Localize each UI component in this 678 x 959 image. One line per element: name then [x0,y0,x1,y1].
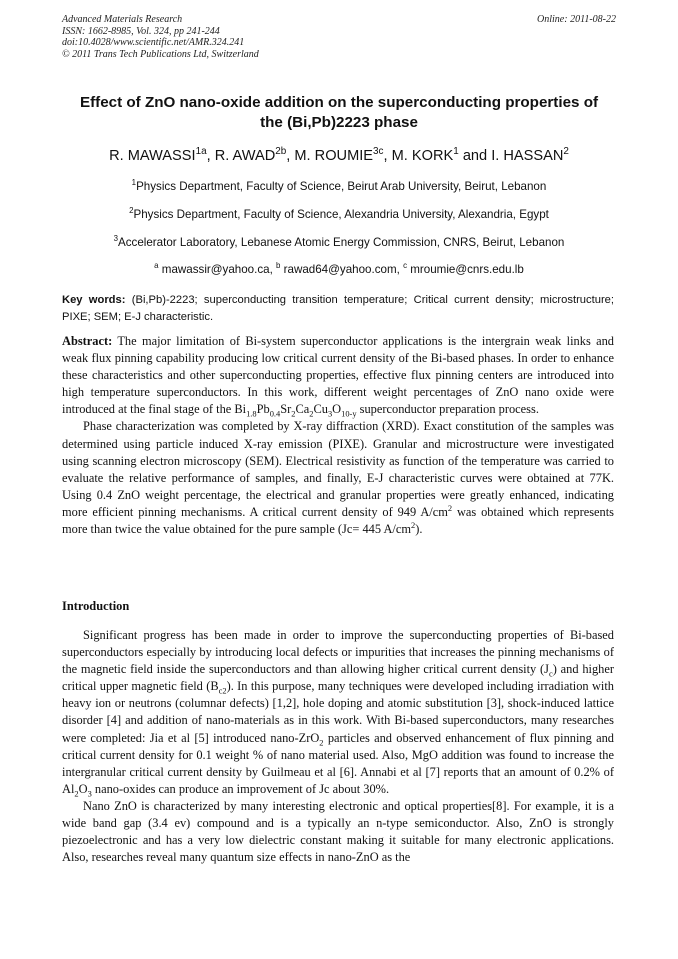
journal-name: Advanced Materials Research [62,14,183,25]
author-name: R. AWAD [214,148,276,164]
email-separator: , [269,263,277,276]
keywords-text: (Bi,Pb)-2223; superconducting transition temperature; Critical current density; microstructure; PIXE; SEM; E-J characteristic. [62,294,615,323]
author-list [40,146,638,166]
keywords [62,292,614,325]
intro-paragraph-2: Nano ZnO is characterized by many interesting electronic and optical properties[8]. For example, it is a wide band gap (3.4 ev) compound and is a typically an n-type semiconductor. Also, ZnO is strongly piezoelectronic and has a very low dielectric constant making it suitable for many electronic applications. Also, researches reveal many quantum size effects in nano-ZnO as the [62,798,614,865]
author-name: I. HASSAN [491,148,564,164]
author-separator: and [458,148,492,164]
abstract-paragraph-2: Phase characterization was completed by X-ray diffraction (XRD). Exact constitution of the samples was determined using particle induced X-ray emission (PIXE). Granular and microstructure were investigated using scanning electron microscopy (SEM). Electrical resistivity as function of the temperature was carried to evaluate the relative performance of samples, and finally, E-J characteristic curves were obtained at 77K. Using 0.4 ZnO weight percentage, the electrical and granular properties were greatly enhanced, indicating more efficient pinning mechanisms. A critical current density of 949 $A/cm^2$ was obtained which represents more than twice the value obtained for the pure sample (Jc= 445 $A/cm^2$). [62,419,614,537]
journal-issn: ISSN: 1662-8985, Vol. 324, pp 241-244 [62,25,220,37]
email-mark: b [276,261,281,271]
author-affil-mark: 1 [453,146,459,158]
abstract-label: Abstract: [62,334,113,348]
email-address[interactable]: rawad64@yahoo.com [283,263,397,276]
intro-paragraph-1: Significant progress has been made in order to improve the superconducting properties of Bi-based superconductors especially by introducing local defects or impurities that increases the pinning mechanisms of the magnetic field inside the superconductors and than allowing higher critical current density $(J_c)$ and higher critical upper magnetic field $(B_{c2})$. In this purpose, many techniques were developed including irradiation with heavy ion or neutrons (columnar defects) [1,2], hole doping and atomic substitution [3], shock-induced lattice disorder [4] and addition of nano-materials as in this work. With Bi-based superconductors, many researches were completed: Jia et al [5] introduced nano-ZrO$_2$ particles and observed enhancement of flux pinning and critical current density for 0.1 weight % of nano material used. Also, MgO addition was found to increase the intergranular critical current density by Guilmeau et al [6]. Annabi et al [7] reports that an amount of 0.2% of $Al_2O_3$ nano-oxides can produce an improvement of Jc about 30%. [62,628,615,799]
section-heading-introduction: Introduction [62,599,130,613]
affil-mark: 1 [131,178,137,188]
abstract-text-end: superconductor preparation process. [356,402,539,417]
author-affil-mark: 1a [195,146,207,158]
author-separator: , [383,148,392,164]
email-separator: , [396,263,404,276]
title-line-1: Effect of ZnO nano-oxide addition on the superconducting properties of [79,94,599,111]
affil-mark: 3 [113,234,118,244]
online-date: Online: 2011-08-22 [537,14,616,25]
keywords-label: Key words: [62,294,126,306]
affil-text: Physics Department, Faculty of Science, Alexandria University, Alexandria, Egypt [133,208,549,221]
email-mark: c [403,261,408,271]
paper-title [55,93,623,133]
author-affil-mark: 3c [373,146,384,158]
author-affil-mark: 2 [563,146,569,158]
email-address[interactable]: mroumie@cnrs.edu.lb [410,263,524,276]
introduction [62,627,614,866]
abstract-text: The major limitation of Bi-system superconductor applications is the intergrain weak links and weak flux pinning capability producing low critical current density of the Bi-based phases. In order to enhance these characteristics and other superconducting properties, effective flux pinning centers are introduced into high temperature superconductors. In this work, different weight percentages of ZnO nano oxide were introduced at the final stage of the [62,334,614,417]
journal-header [62,14,259,60]
email-address[interactable]: mawassir@yahoo.ca [161,263,270,276]
affil-text: Accelerator Laboratory, Lebanese Atomic Energy Commission, CNRS, Beirut, Lebanon [118,236,565,249]
author-separator: , [286,148,295,164]
affiliation-3 [40,236,638,250]
abstract [62,333,614,538]
author-name: M. KORK [391,148,454,164]
affiliation-2 [40,208,638,222]
journal-copyright: © 2011 Trans Tech Publications Ltd, Switzerland [62,48,259,60]
affiliation-1 [40,180,638,194]
author-name: M. ROUMIE [294,148,374,164]
abstract-paragraph-1 [62,333,614,418]
title-line-2: the (Bi,Pb)2223 phase [260,114,418,131]
email-mark: a [154,261,159,271]
affil-mark: 2 [129,206,134,216]
chemical-formula: $Bi_{1.8}Pb_{0.4}Sr_2Ca_2Cu_3O_{10-y}$ [234,402,357,419]
email-list [40,263,638,277]
author-affil-mark: 2b [275,146,287,158]
author-separator: , [206,148,215,164]
journal-doi: doi:10.4028/www.scientific.net/AMR.324.241 [62,37,245,48]
affil-text: Physics Department, Faculty of Science, Beirut Arab University, Beirut, Lebanon [136,180,547,193]
author-name: R. MAWASSI [109,148,196,164]
